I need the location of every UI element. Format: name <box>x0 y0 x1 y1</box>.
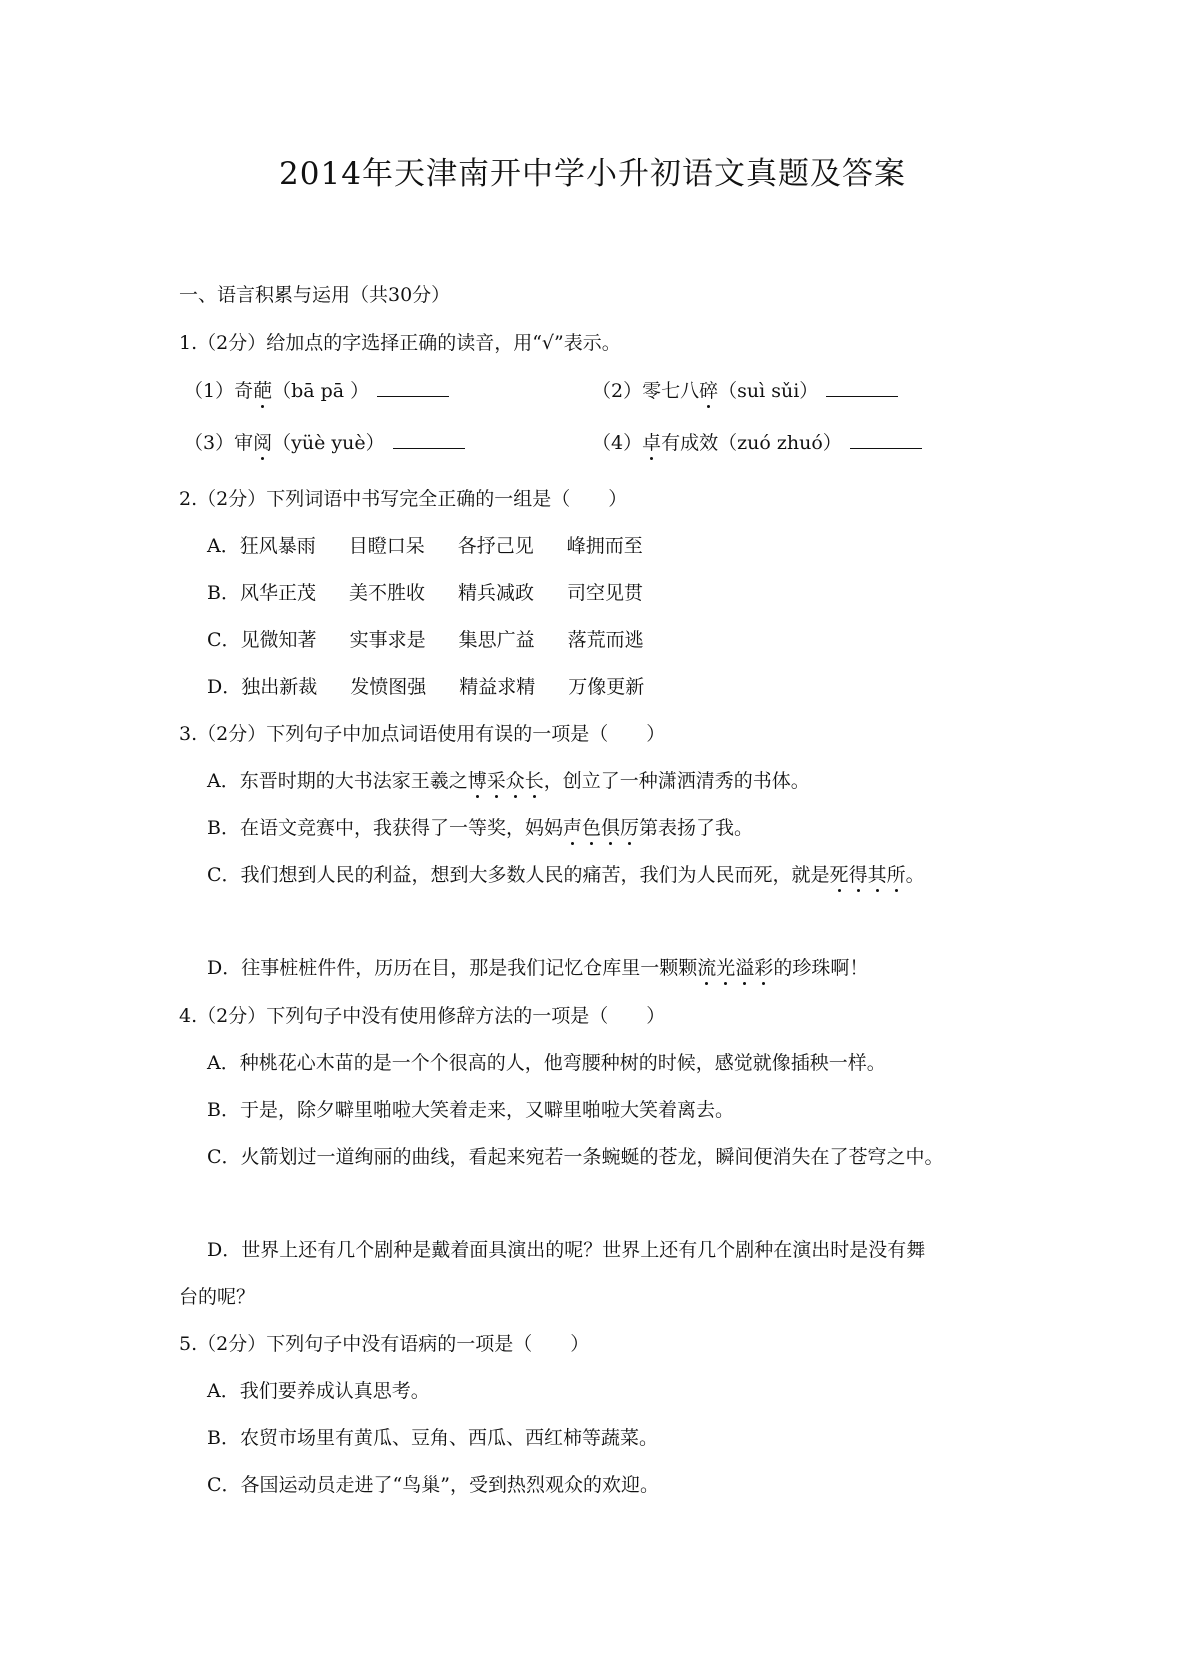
q3-option-a: A．东晋时期的大书法家王羲之博采众长，创立了一种潇洒清秀的书体。 <box>207 770 810 792</box>
q4-option-b: B．于是，除夕噼里啪啦大笑着走来，又噼里啪啦大笑着离去。 <box>207 1099 734 1121</box>
q1-item-2: （2）零七八碎（suì sǔi） <box>592 378 898 404</box>
emphasis-char: 彩 <box>754 957 774 979</box>
emphasis-char: 流 <box>697 957 717 979</box>
q4-option-c: C．火箭划过一道绚丽的曲线，看起来宛若一条蜿蜒的苍龙，瞬间便消失在了苍穹之中。 <box>207 1146 944 1168</box>
q5-option-a: A．我们要养成认真思考。 <box>207 1380 430 1402</box>
emphasis-char: 所 <box>886 864 906 886</box>
answer-blank[interactable] <box>393 430 465 449</box>
q4-option-d-continued: 台的呢？ <box>179 1286 256 1308</box>
emphasis-char: 众 <box>505 770 525 792</box>
section-heading: 一、语言积累与运用（共30分） <box>179 284 451 306</box>
emphasis-char: 死 <box>829 864 849 886</box>
q2-option-d: D．独出新裁 发愤图强 精益求精 万像更新 <box>207 676 645 698</box>
emphasis-char: 色 <box>581 817 601 839</box>
emphasis-char: 俱 <box>601 817 621 839</box>
q3-option-d: D．往事桩桩件件，历历在目，那是我们记忆仓库里一颗颗流光溢彩的珍珠啊！ <box>207 957 869 979</box>
q4-option-a: A．种桃花心木苗的是一个个很高的人，他弯腰种树的时候，感觉就像插秧一样。 <box>207 1052 886 1074</box>
emphasis-char: 声 <box>562 817 582 839</box>
emphasis-char: 采 <box>486 770 506 792</box>
question-1-stem: 1.（2分）给加点的字选择正确的读音，用“√”表示。 <box>179 332 621 354</box>
q2-option-a: A．狂风暴雨 目瞪口呆 各抒己见 峰拥而至 <box>207 535 643 557</box>
question-2-stem: 2.（2分）下列词语中书写完全正确的一组是（ ） <box>179 488 628 510</box>
q5-option-b: B．农贸市场里有黄瓜、豆角、西瓜、西红柿等蔬菜。 <box>207 1427 658 1449</box>
question-4-stem: 4.（2分）下列句子中没有使用修辞方法的一项是（ ） <box>179 1005 666 1027</box>
emphasis-char: 长 <box>524 770 544 792</box>
q1-item-4: （4）卓有成效（zuó zhuó） <box>592 430 922 456</box>
q3-option-c: C．我们想到人民的利益，想到大多数人民的痛苦，我们为人民而死，就是死得其所。 <box>207 864 925 886</box>
q1-item-3: （3）审阅（yüè yuè） <box>184 430 465 456</box>
emphasis-char: 厉 <box>620 817 640 839</box>
q5-option-c: C．各国运动员走进了“鸟巢”，受到热烈观众的欢迎。 <box>207 1474 659 1496</box>
q4-option-d: D．世界上还有几个剧种是戴着面具演出的呢？世界上还有几个剧种在演出时是没有舞 <box>207 1239 926 1261</box>
answer-blank[interactable] <box>377 378 449 397</box>
q1-item-1: （1）奇葩（bā pā ） <box>184 378 449 404</box>
page-title: 2014年天津南开中学小升初语文真题及答案 <box>279 156 906 192</box>
q2-option-b: B．风华正茂 美不胜收 精兵减政 司空见贯 <box>207 582 644 604</box>
answer-blank[interactable] <box>826 378 898 397</box>
emphasis-char: 溢 <box>735 957 755 979</box>
q3-option-b: B．在语文竞赛中，我获得了一等奖，妈妈声色俱厉第表扬了我。 <box>207 817 754 839</box>
emphasis-char: 得 <box>848 864 868 886</box>
answer-blank[interactable] <box>850 430 922 449</box>
q2-option-c: C．见微知著 实事求是 集思广益 落荒而逃 <box>207 629 644 651</box>
question-3-stem: 3.（2分）下列句子中加点词语使用有误的一项是（ ） <box>179 723 666 745</box>
emphasis-char: 博 <box>467 770 487 792</box>
question-5-stem: 5.（2分）下列句子中没有语病的一项是（ ） <box>179 1333 590 1355</box>
emphasis-char: 光 <box>716 957 736 979</box>
emphasis-char: 其 <box>867 864 887 886</box>
